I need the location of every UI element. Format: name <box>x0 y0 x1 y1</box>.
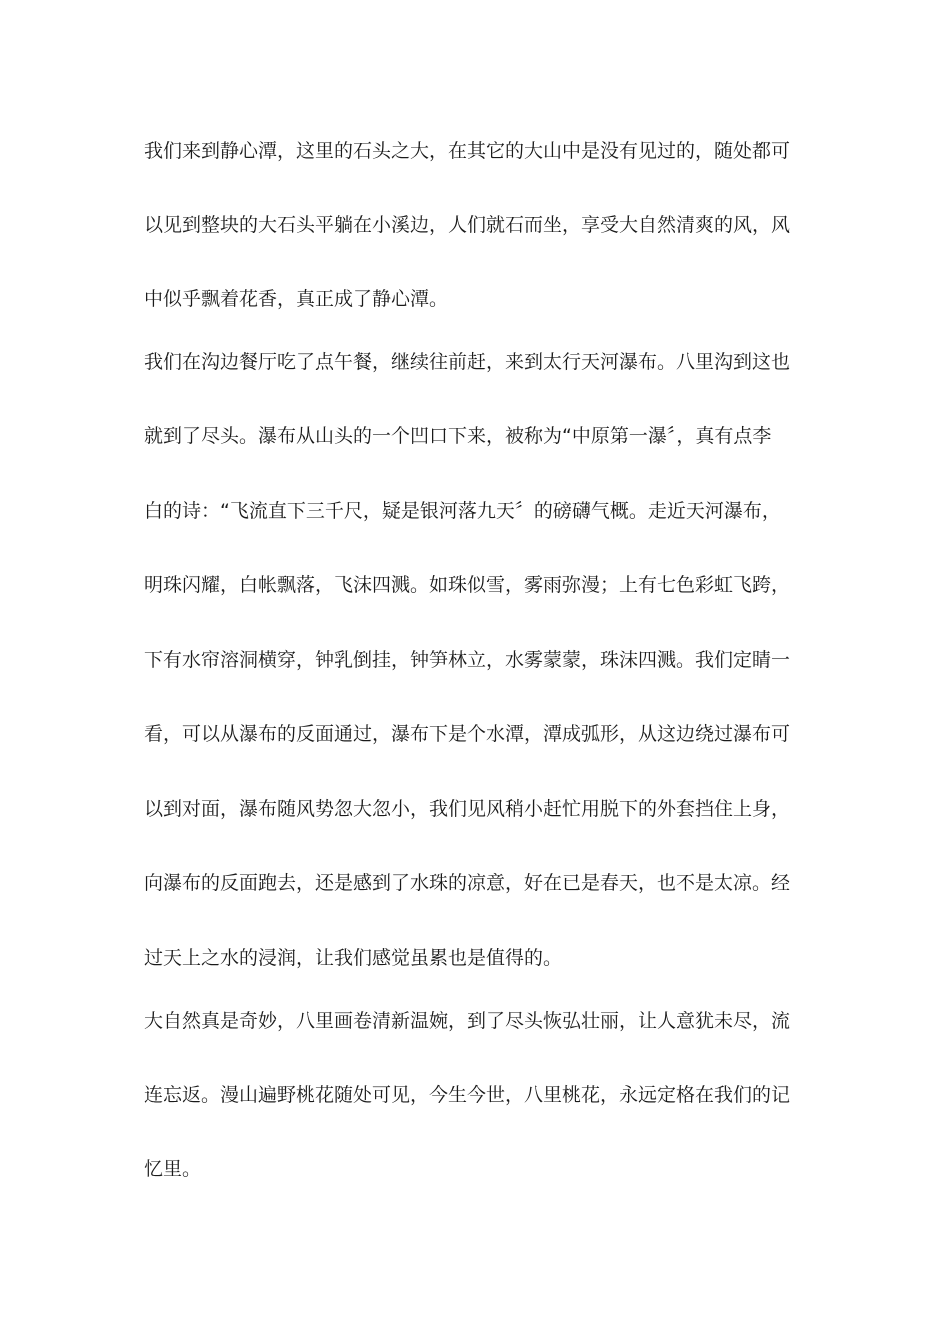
text-line: 忆里。 <box>144 1158 202 1180</box>
text-line: 大自然真是奇妙，八里画卷清新温婉，到了尽头恢弘壮丽，让人意犹未尽，流 <box>144 1010 791 1032</box>
text-line: 我们在沟边餐厅吃了点午餐，继续往前赶，来到太行天河瀑布。八里沟到这也 <box>144 351 791 373</box>
text-line: 连忘返。漫山遍野桃花随处可见，今生今世，八里桃花，永远定格在我们的记 <box>144 1084 791 1106</box>
text-line: 下有水帘溶洞横穿，钟乳倒挂，钟笋林立，水雾蒙蒙，珠沫四溅。我们定睛一 <box>144 649 791 671</box>
text-line: 向瀑布的反面跑去，还是感到了水珠的凉意，好在已是春天，也不是太凉。经 <box>144 872 791 894</box>
text-line: 看，可以从瀑布的反面通过，瀑布下是个水潭，潭成弧形，从这边绕过瀑布可 <box>144 723 791 745</box>
text-line: 就到了尽头。瀑布从山头的一个凹口下来，被称为“中原第一瀑〞，真有点李 <box>144 425 772 447</box>
text-line: 中似乎飘着花香，真正成了静心潭。 <box>144 288 449 310</box>
text-line: 以到对面，瀑布随风势忽大忽小，我们见风稍小赶忙用脱下的外套挡住上身， <box>144 798 791 820</box>
text-line: 白的诗：“飞流直下三千尺，疑是银河落九天〞的磅礴气概。走近天河瀑布， <box>144 500 781 522</box>
text-line: 过天上之水的浸润，让我们感觉虽累也是值得的。 <box>144 947 563 969</box>
text-line: 以见到整块的大石头平躺在小溪边，人们就石而坐，享受大自然清爽的风，风 <box>144 214 791 236</box>
text-line: 我们来到静心潭，这里的石头之大，在其它的大山中是没有见过的，随处都可 <box>144 140 791 162</box>
text-line: 明珠闪耀，白帐飘落，飞沫四溅。如珠似雪，雾雨弥漫；上有七色彩虹飞跨， <box>144 574 791 596</box>
